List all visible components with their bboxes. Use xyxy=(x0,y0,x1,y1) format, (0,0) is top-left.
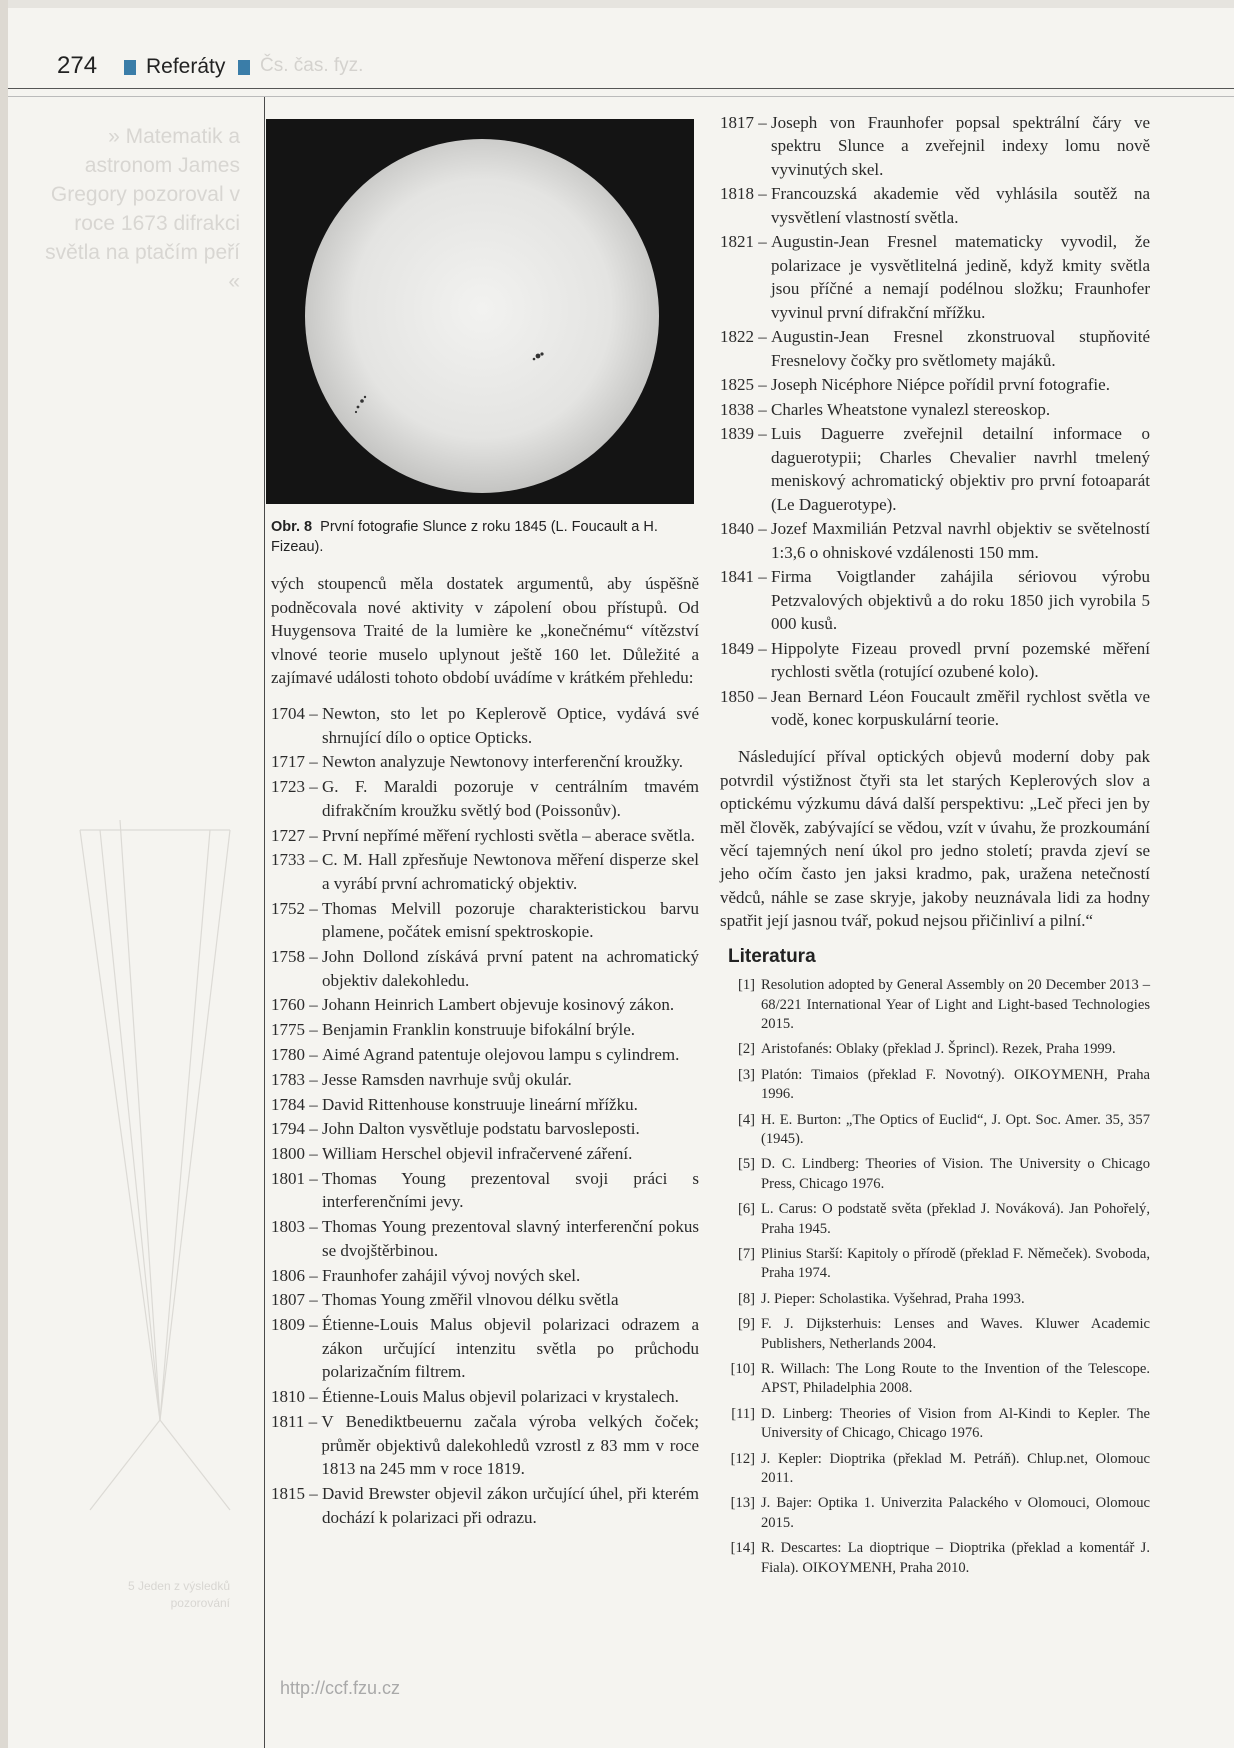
reference-item xyxy=(720,1360,1150,1399)
timeline-year: 1821 – xyxy=(720,232,771,252)
timeline-text: Aimé Agrand patentuje olejovou lampu s cylindrem. xyxy=(322,1044,680,1064)
timeline-entry xyxy=(271,1215,699,1262)
timeline-year: 1817 – xyxy=(720,113,771,132)
timeline-year: 1806 – xyxy=(271,1265,322,1285)
timeline-entry xyxy=(720,182,1150,229)
bleed-through-header: Čs. čas. fyz. xyxy=(260,55,364,76)
reference-item xyxy=(720,1405,1150,1444)
right-column xyxy=(720,111,1150,1584)
section-marker-icon xyxy=(124,60,136,75)
timeline-entry xyxy=(271,1264,699,1288)
timeline-entry xyxy=(720,230,1150,324)
reference-number: [11] xyxy=(731,1405,755,1422)
timeline-text: David Brewster objevil zákon určující úhel, při kterém dochází k polarizaci při odrazu. xyxy=(322,1483,699,1527)
timeline-year: 1840 – xyxy=(720,519,771,539)
timeline-text: G. F. Maraldi pozoruje v centrálním tmavém difrakčním kroužku světlý bod (Poissonův). xyxy=(322,777,699,820)
timeline-text: Fraunhofer zahájil vývoj nových skel. xyxy=(322,1265,581,1285)
margin-divider xyxy=(264,97,265,1748)
reference-text: H. E. Burton: „The Optics of Euclid“, J. Opt. Soc. Amer. 35, 357 (1945). xyxy=(761,1111,1150,1147)
timeline-entry xyxy=(271,1043,699,1067)
timeline-year: 1815 – xyxy=(271,1483,322,1503)
reference-item xyxy=(720,1155,1150,1194)
timeline-year: 1838 – xyxy=(720,399,771,419)
reference-item xyxy=(720,1245,1150,1284)
reference-number: [6] xyxy=(737,1201,755,1218)
reference-text: J. Pieper: Scholastika. Vyšehrad, Praha 1993. xyxy=(761,1290,1025,1307)
timeline-text: Francouzská akademie věd vyhlásila soutěž na vysvětlení vlastností světla. xyxy=(771,184,1150,227)
reference-text: Resolution adopted by General Assembly on 20 December 2013 – 68/221 International Year of Light and Light-based Technologies 2015. xyxy=(761,977,1150,1032)
timeline-text: Joseph Nicéphore Niépce pořídil první fotografie. xyxy=(771,375,1110,395)
timeline-text: Charles Wheatstone vynalezl stereoskop. xyxy=(771,399,1051,419)
timeline-entry xyxy=(271,848,699,895)
timeline-text: Étienne-Louis Malus objevil polarizaci odrazem a zákon určující intenzitu světla po průchodu polarizačním filtrem. xyxy=(322,1315,699,1382)
literature-heading: Literatura xyxy=(728,945,816,967)
reference-text: L. Carus: O podstatě světa (překlad J. Nováková). Jan Pohořelý, Praha 1945. xyxy=(761,1201,1150,1237)
timeline-year: 1807 – xyxy=(271,1290,322,1310)
timeline-text: Luis Daguerre zveřejnil detailní informace o daguerotypii; Charles Chevalier navrhl tmelený meniskový achromatický objektiv pro první fotoaparát (Le Daguerotype). xyxy=(771,424,1150,514)
timeline-entry xyxy=(271,1288,699,1312)
left-column xyxy=(271,572,699,1530)
timeline-text: John Dollond získává první patent na achromatický objektiv dalekohledu. xyxy=(322,947,699,990)
timeline-entry xyxy=(271,1142,699,1166)
timeline-entry xyxy=(720,422,1150,516)
reference-number: [2] xyxy=(737,1041,755,1058)
timeline-entry xyxy=(271,1068,699,1092)
timeline-text: Jean Bernard Léon Foucault změřil rychlost světla ve vodě, konec korpuskulární teorie. xyxy=(771,686,1150,730)
timeline-text: Thomas Young prezentoval slavný interferenční pokus se dvojštěrbinou. xyxy=(322,1217,699,1260)
timeline-text: Thomas Young změřil vlnovou délku světla xyxy=(322,1290,619,1310)
timeline-year: 1850 – xyxy=(720,686,771,706)
reference-text: Platón: Timaios (překlad F. Novotný). OIKOYMENH, Praha 1996. xyxy=(761,1066,1150,1103)
sun-photograph xyxy=(266,119,694,504)
timeline-text: Jesse Ramsden navrhuje svůj okulár. xyxy=(322,1069,572,1089)
timeline-entry xyxy=(720,373,1150,396)
reference-number: [1] xyxy=(737,977,755,994)
closing-paragraph: Následující příval optických objevů moderní doby pak potvrdil výstižnost čtyři sta let starých Keplerových slov a optickému výzkumu dává další perspektivu: „Leč přeci jen by měl člověk, zabývající se vědou, vzít v úvahu, že prozkoumání věcí tajemných není úkol pro jedno století; pravda zjeví se jeho očím často jen jaksi kradmo, pak, uražena netečností vědců, náhle se zase skryje, jakoby neuznávala lidi za hodny spatřit její jasnou tvář, pokud nejsou přičinliví a pilní.“ xyxy=(720,747,1150,931)
timeline-entry xyxy=(271,993,699,1017)
timeline-text: Augustin-Jean Fresnel zkonstruoval stupňovité Fresnelovy čočky pro světlomety majáků. xyxy=(771,327,1150,370)
header-rule xyxy=(8,88,1234,89)
timeline-year: 1818 – xyxy=(720,184,771,204)
timeline-year: 1811 – xyxy=(271,1411,322,1431)
timeline-text: Firma Voigtlander zahájila sériovou výrobu Petzvalových objektivů a do roku 1850 jich vyrobila 5 000 kusů. xyxy=(771,567,1150,634)
timeline-text: Newton analyzuje Newtonovy interferenční kroužky. xyxy=(322,752,683,772)
intro-paragraph: vých stoupenců měla dostatek argumentů, aby úspěšně podněcovala nové aktivity v zápolení obou přístupů. Od Huygensova Traité de la lumière ke „konečnému“ vítězství vlnové teorie muselo uplynout ještě 160 let. Důležité a zajímavé události tohoto období uvádíme v krátkém přehledu: xyxy=(271,574,699,688)
header-rule-secondary xyxy=(8,96,1234,97)
reference-number: [9] xyxy=(737,1316,755,1333)
timeline-text: Thomas Young prezentoval svoji práci s interferenčními jevy. xyxy=(322,1168,699,1212)
timeline-year: 1810 – xyxy=(271,1387,322,1407)
reference-item xyxy=(720,1200,1150,1239)
timeline-year: 1825 – xyxy=(720,375,771,395)
reference-number: [8] xyxy=(737,1290,755,1307)
timeline-entry xyxy=(271,1018,699,1042)
timeline-entry xyxy=(271,1410,699,1481)
timeline-year: 1822 – xyxy=(720,327,771,347)
timeline-entry xyxy=(271,824,699,848)
reference-number: [12] xyxy=(730,1450,755,1467)
timeline-year: 1775 – xyxy=(271,1020,322,1040)
section-marker-icon xyxy=(238,60,250,75)
timeline-entry xyxy=(271,1093,699,1117)
timeline-year: 1733 – xyxy=(271,850,322,870)
reference-text: J. Kepler: Dioptrika (překlad M. Petráň). Chlup.net, Olomouc 2011. xyxy=(761,1450,1150,1487)
figure-caption xyxy=(271,517,691,557)
timeline-entry xyxy=(271,1117,699,1141)
reference-item xyxy=(720,1290,1150,1309)
margin-pull-quote: » Matematik a astronom James Gregory pozoroval v roce 1673 difrakci světla na ptačím peří « xyxy=(45,125,240,293)
reference-text: F. J. Dijksterhuis: Lenses and Waves. Kluwer Academic Publishers, Netherlands 2004. xyxy=(761,1316,1150,1352)
reference-item xyxy=(720,1111,1150,1150)
timeline-year: 1800 – xyxy=(271,1144,322,1164)
timeline-text: William Herschel objevil infračervené záření. xyxy=(322,1144,633,1164)
figure-caption-text: První fotografie Slunce z roku 1845 (L. Foucault a H. Fizeau). xyxy=(271,519,658,555)
timeline-entry xyxy=(720,637,1150,684)
timeline-year: 1727 – xyxy=(271,825,322,845)
timeline-entry xyxy=(271,750,699,774)
timeline-left xyxy=(271,702,699,1529)
timeline-year: 1758 – xyxy=(271,947,322,967)
reference-item xyxy=(720,1539,1150,1578)
timeline-text: V Benediktbeuernu začala výroba velkých čoček; průměr objektivů dalekohledů vzrostl z 83 mm v roce 1813 na 245 mm v roce 1819. xyxy=(321,1411,699,1479)
timeline-year: 1717 – xyxy=(271,752,322,772)
reference-item xyxy=(720,1040,1150,1059)
timeline-text: Augustin-Jean Fresnel matematicky vyvodil, že polarizace je vysvětlitelná jedině, když kmity světla jsou příčné a nemají podélnou složku; Fraunhofer vyvinul první difrakční mřížku. xyxy=(771,232,1150,322)
timeline-year: 1760 – xyxy=(271,995,322,1015)
timeline-text: Johann Heinrich Lambert objevuje kosinový zákon. xyxy=(322,995,675,1015)
reference-item xyxy=(720,1066,1150,1105)
timeline-year: 1803 – xyxy=(271,1217,322,1237)
reference-item xyxy=(720,1315,1150,1354)
timeline-year: 1723 – xyxy=(271,777,322,797)
timeline-year: 1809 – xyxy=(271,1315,322,1335)
reference-item xyxy=(720,1450,1150,1489)
timeline-year: 1783 – xyxy=(271,1069,322,1089)
timeline-year: 1841 – xyxy=(720,567,771,587)
section-title: Referáty xyxy=(146,55,226,78)
timeline-text: Newton, sto let po Keplerově Optice, vydává své shrnující dílo o optice Opticks. xyxy=(322,703,699,747)
page-number: 274 xyxy=(57,52,98,79)
reference-number: [5] xyxy=(737,1156,755,1173)
timeline-entry xyxy=(720,111,1150,181)
timeline-text: David Rittenhouse konstruuje lineární mřížku. xyxy=(322,1094,638,1114)
timeline-year: 1752 – xyxy=(271,898,322,918)
reference-number: [13] xyxy=(730,1495,755,1512)
reference-text: D. C. Lindberg: Theories of Vision. The University o Chicago Press, Chicago 1976. xyxy=(761,1156,1150,1192)
timeline-entry xyxy=(720,517,1150,564)
reference-text: D. Linberg: Theories of Vision from Al-Kindi to Kepler. The University of Chicago, Chicago 1976. xyxy=(761,1405,1150,1442)
timeline-entry xyxy=(271,945,699,992)
timeline-text: Joseph von Fraunhofer popsal spektrální čáry ve spektru Slunce a zveřejnil indexy lomu nově vyvinutých skel. xyxy=(771,113,1150,179)
timeline-entry xyxy=(271,702,699,749)
timeline-text: První nepřímé měření rychlosti světla – aberace světla. xyxy=(322,825,695,845)
timeline-year: 1704 – xyxy=(271,703,322,723)
timeline-entry xyxy=(271,1385,699,1409)
timeline-right xyxy=(720,111,1150,731)
reference-item xyxy=(720,1494,1150,1533)
timeline-year: 1784 – xyxy=(271,1094,322,1114)
timeline-text: Benjamin Franklin konstruuje bifokální brýle. xyxy=(322,1020,636,1040)
timeline-year: 1839 – xyxy=(720,424,771,444)
reference-text: Aristofanés: Oblaky (překlad J. Šprincl). Rezek, Praha 1999. xyxy=(761,1041,1116,1058)
timeline-entry xyxy=(271,1313,699,1384)
figure-label: Obr. 8 xyxy=(271,519,313,535)
reference-text: R. Descartes: La dioptrique – Dioptrika (překlad a komentář J. Fiala). OIKOYMENH, Praha 2010. xyxy=(761,1540,1150,1576)
timeline-entry xyxy=(271,1482,699,1529)
timeline-text: Thomas Melvill pozoruje charakteristickou barvu plamene, počátek emisní spektroskopie. xyxy=(322,898,699,942)
reference-text: R. Willach: The Long Route to the Invention of the Telescope. APST, Philadelphia 2008. xyxy=(761,1361,1150,1397)
timeline-text: John Dalton vysvětluje podstatu barvosleposti. xyxy=(322,1119,640,1139)
scan-edge xyxy=(0,0,1234,8)
reference-text: Plinius Starší: Kapitoly o přírodě (překlad F. Němeček). Svoboda, Praha 1974. xyxy=(761,1245,1150,1282)
reference-text: J. Bajer: Optika 1. Univerzita Palackého v Olomouci, Olomouc 2015. xyxy=(761,1495,1150,1531)
timeline-entry xyxy=(271,775,699,822)
bleed-through-figure xyxy=(60,820,250,1520)
timeline-entry xyxy=(720,565,1150,635)
page-edge xyxy=(0,0,8,1748)
timeline-entry xyxy=(720,325,1150,372)
timeline-text: Jozef Maxmilián Petzval navrhl objektiv se světelností 1:3,6 o ohniskové vzdálenosti 150 mm. xyxy=(771,519,1150,562)
timeline-year: 1849 – xyxy=(720,638,771,658)
timeline-year: 1801 – xyxy=(271,1168,322,1188)
bleed-through-caption: 5 Jeden z výsledků pozorování xyxy=(127,1579,230,1610)
sun-disc-image xyxy=(266,119,694,504)
timeline-text: C. M. Hall zpřesňuje Newtonova měření disperze skel a vyrábí první achromatický objektiv. xyxy=(322,850,699,893)
timeline-year: 1780 – xyxy=(271,1044,322,1064)
reference-item xyxy=(720,976,1150,1034)
footer-url[interactable]: http://ccf.fzu.cz xyxy=(280,1678,401,1698)
reference-number: [7] xyxy=(737,1245,755,1262)
timeline-entry xyxy=(271,897,699,944)
timeline-text: Hippolyte Fizeau provedl první pozemské měření rychlosti světla (rotující ozubené kolo). xyxy=(771,638,1150,682)
reference-number: [10] xyxy=(730,1361,755,1377)
timeline-text: Étienne-Louis Malus objevil polarizaci v krystalech. xyxy=(322,1387,679,1407)
reference-number: [3] xyxy=(737,1066,755,1083)
reference-list xyxy=(720,976,1150,1578)
timeline-entry xyxy=(720,685,1150,732)
timeline-year: 1794 – xyxy=(271,1119,322,1139)
reference-number: [4] xyxy=(737,1111,755,1128)
reference-number: [14] xyxy=(730,1540,755,1557)
timeline-entry xyxy=(271,1167,699,1214)
timeline-entry xyxy=(720,398,1150,421)
